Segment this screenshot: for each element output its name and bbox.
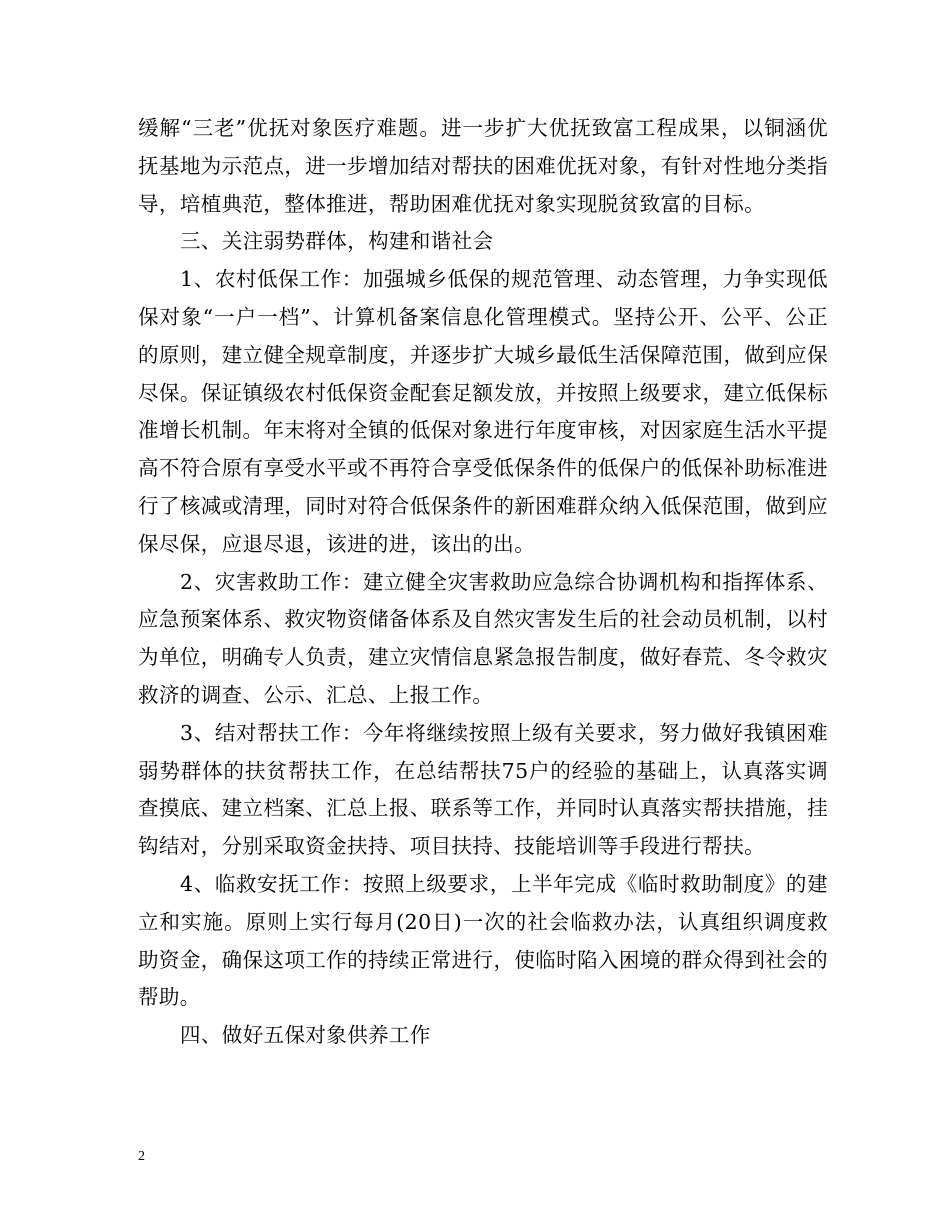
page-number: 2 (138, 1149, 145, 1164)
paragraph-rural-subsistence: 1、农村低保工作：加强城乡低保的规范管理、动态管理，力争实现低保对象“一户一档”、计算机备案信息化管理模式。坚持公开、公平、公正的原则，建立健全规章制度，并逐步扩大城乡最低生活保障范围，做到应保尽保。保证镇级农村低保资金配套足额发放，并按照上级要求，建立低保标准增长机制。年末将对全镇的低保对象进行年度审核，对因家庭生活水平提高不符合原有享受水平或不再符合享受低保条件的低保户的低保补助标准进行了核减或清理，同时对符合低保条件的新困难群众纳入低保范围，做到应保尽保，应退尽退，该进的进，该出的出。 (138, 267, 828, 556)
paragraph-paired-assistance: 3、结对帮扶工作：今年将继续按照上级有关要求，努力做好我镇困难弱势群体的扶贫帮扶工作，在总结帮扶75户的经验的基础上，认真落实调查摸底、建立档案、汇总上报、联系等工作，并同时认真落实帮扶措施，挂钩结对，分别采取资金扶持、项目扶持、技能培训等手段进行帮扶。 (138, 720, 828, 859)
paragraph-continuation: 缓解“三老”优抚对象医疗难题。进一步扩大优抚致富工程成果，以铜涵优抚基地为示范点，进一步增加结对帮扶的困难优抚对象，有针对性地分类指导，培植典范，整体推进，帮助困难优抚对象实现脱贫致富的目标。 (138, 116, 828, 216)
paragraph-disaster-relief: 2、灾害救助工作：建立健全灾害救助应急综合协调机构和指挥体系、应急预案体系、救灾物资储备体系及自然灾害发生后的社会动员机制，以村为单位，明确专人负责，建立灾情信息紧急报告制度，做好春荒、冬令救灾救济的调查、公示、汇总、上报工作。 (138, 569, 828, 707)
section-heading-four: 四、做好五保对象供养工作 (180, 1023, 431, 1048)
document-body (138, 110, 828, 1055)
paragraph-temporary-relief: 4、临救安抚工作：按照上级要求，上半年完成《临时救助制度》的建立和实施。原则上实行每月(20日)一次的社会临救办法，认真组织调度救助资金，确保这项工作的持续正常进行，使临时陷入困境的群众得到社会的帮助。 (138, 871, 828, 1010)
section-heading-three: 三、关注弱势群体，构建和谐社会 (180, 229, 494, 254)
